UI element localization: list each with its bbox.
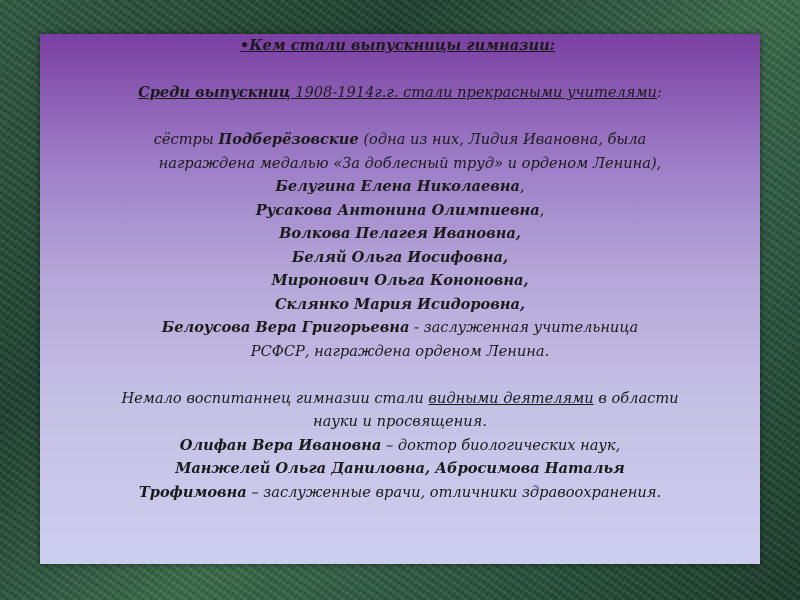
spacer	[40, 363, 760, 387]
slide-heading: •Кем стали выпускницы гимназии:	[239, 37, 556, 54]
intro-years: 1908-1914г.г. стали	[290, 84, 458, 101]
doctors-line-1: Манжелей Ольга Даниловна, Абросимова Наталья	[175, 460, 625, 477]
slide-text	[40, 34, 760, 504]
sisters-line-2: награждена медалью «За доблесный труд» и орденом Ленина),	[158, 154, 662, 172]
public-figures-line-1	[40, 387, 760, 411]
olifan-name: Олифан Вера Ивановна	[179, 436, 382, 454]
public-figures-emphasis: видными деятелями	[428, 389, 594, 407]
sisters-rest: (одна из них, Лидия Ивановна, была	[358, 131, 647, 148]
teacher-name: Белугина Елена Николаевна	[275, 178, 520, 195]
public-figures-line-2: науки и просвящения.	[313, 413, 487, 430]
olifan-line	[40, 434, 760, 458]
doctors-line-2	[40, 481, 760, 505]
slide-panel	[40, 34, 760, 564]
teacher-6: Склянко Мария Исидоровна,	[274, 295, 526, 313]
teacher-3: Волкова Пелагея Ивановна,	[279, 225, 521, 242]
teacher-1	[40, 175, 760, 199]
teacher-2	[40, 199, 760, 223]
teacher-name: Русакова Антонина Олимпиевна	[255, 201, 540, 219]
olifan-rest: – доктор биологических наук,	[381, 436, 621, 454]
intro-teachers: прекрасными учителями	[457, 84, 657, 101]
public-figures-field: в области	[593, 389, 679, 407]
teacher-suffix: ,	[539, 201, 545, 219]
teacher-5: Миронович Ольга Кононовна,	[271, 272, 529, 289]
sisters-name: Подберёзовские	[218, 131, 359, 148]
belousova-line-1	[40, 316, 760, 340]
intro-emphasis: Среди выпускниц	[138, 84, 291, 101]
spacer	[40, 58, 760, 82]
intro-colon: :	[656, 84, 662, 101]
sisters-prefix: сёстры	[153, 131, 219, 148]
intro-line	[40, 81, 760, 105]
teacher-suffix: ,	[519, 178, 525, 195]
doctors-name-end: Трофимовна	[138, 483, 247, 501]
sisters-line-1	[40, 128, 760, 152]
spacer	[40, 105, 760, 129]
public-figures-text: Немало воспитаннец гимназии стали	[121, 389, 429, 407]
belousova-rest: - заслуженная учительница	[409, 319, 639, 336]
belousova-line-2: РСФСР, награждена орденом Ленина.	[250, 342, 550, 360]
belousova-name: Белоусова Вера Григорьевна	[161, 319, 410, 336]
teacher-4: Беляй Ольга Иосифовна,	[291, 248, 509, 266]
doctors-rest: – заслуженные врачи, отличники здравоохранения.	[246, 483, 662, 501]
